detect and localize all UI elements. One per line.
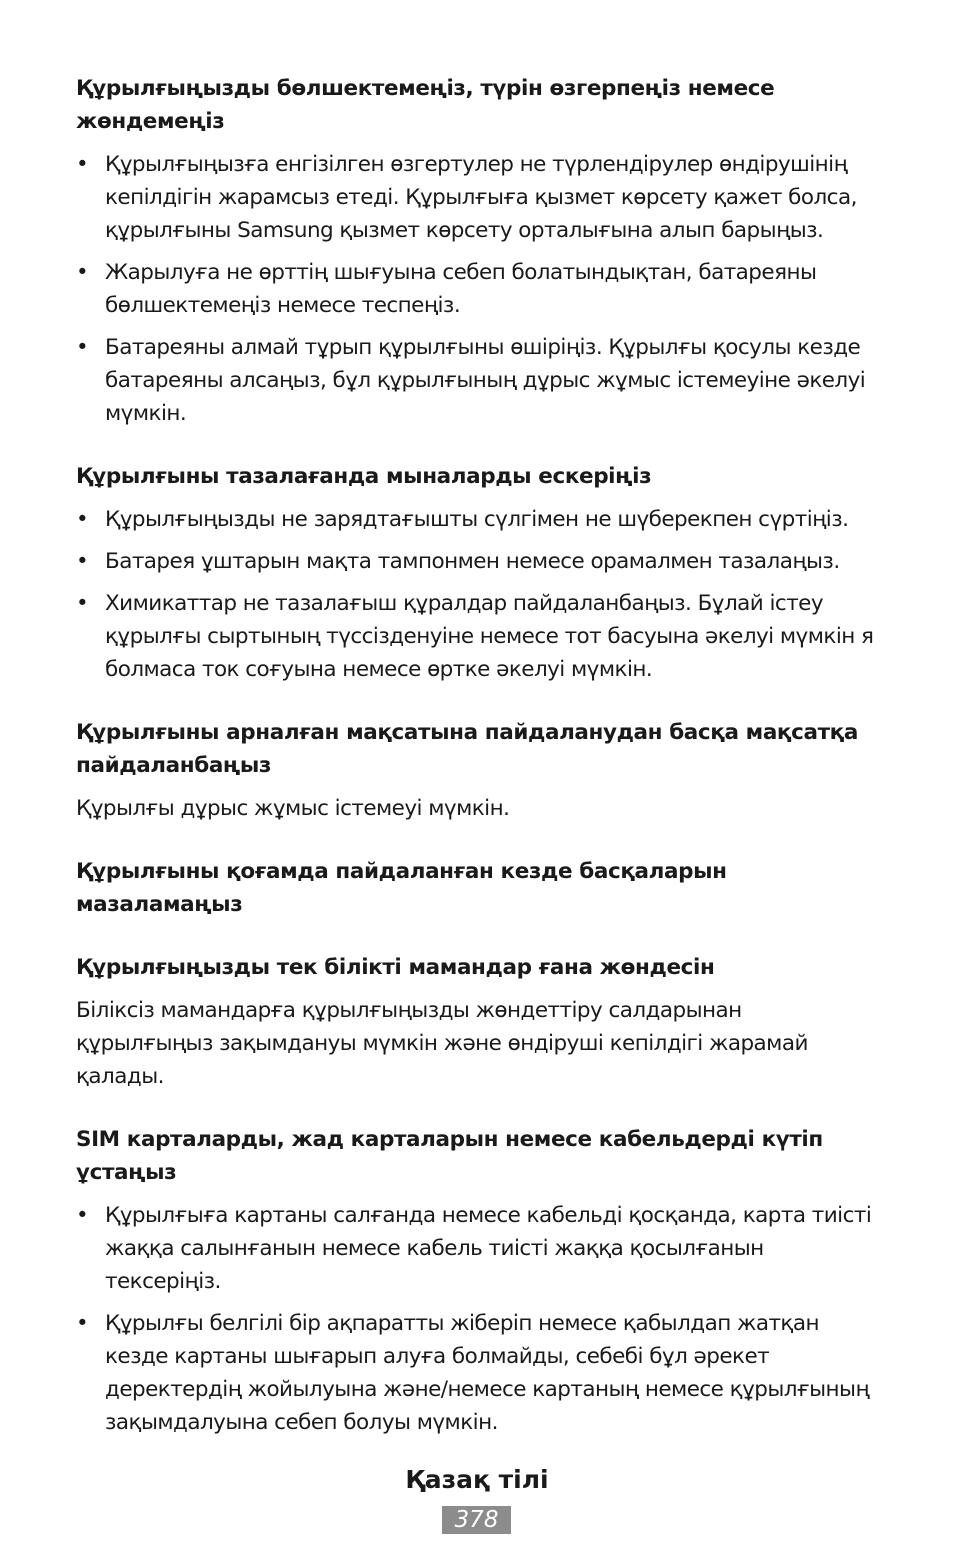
list-item-text: Құрылғы белгілі бір ақпаратты жіберіп немесе қабылдап жатқан кезде картаны шығарып алуға болмайды, себебі бұл әрекет деректердің жойылуына және/немесе картаның немесе құрылғының зақымдалуына себеп болуы мүмкін. [105, 1311, 870, 1435]
section-qualified-repair [76, 951, 882, 1093]
section-heading: Құрылғыны тазалағанда мыналарды ескеріңіз [76, 464, 652, 489]
list-item [76, 1199, 882, 1298]
bullet-list [76, 148, 882, 430]
list-item [76, 503, 882, 536]
bullet-marker: • [76, 260, 89, 285]
list-item [76, 148, 882, 247]
footer-language-label: Қазақ тілі [405, 1465, 549, 1494]
bullet-marker: • [76, 152, 89, 177]
section-heading: Құрылғыңызды тек білікті мамандар ғана жөндесін [76, 955, 715, 980]
bullet-marker: • [76, 591, 89, 616]
section-intended-use [76, 716, 882, 825]
bullet-marker: • [76, 549, 89, 574]
section-paragraph: Құрылғы дұрыс жұмыс істемеуі мүмкін. [76, 796, 510, 821]
list-item-text: Құрылғыңызды не зарядтағышты сүлгімен не шүберекпен сүртіңіз. [105, 507, 849, 532]
bullet-marker: • [76, 335, 89, 360]
page-number: 378 [442, 1506, 511, 1534]
bullet-marker: • [76, 1311, 89, 1336]
section-heading: Құрылғыны қоғамда пайдаланған кезде басқаларын мазаламаңыз [76, 859, 727, 917]
section-sim-cards [76, 1123, 882, 1439]
bullet-marker: • [76, 507, 89, 532]
section-public-use [76, 855, 882, 921]
bullet-list [76, 1199, 882, 1439]
list-item-text: Құрылғыңызға енгізілген өзгертулер не түрлендірулер өндірушінің кепілдігін жарамсыз етеді. Құрылғыға қызмет көрсету қажет болса, құрылғыны Samsung қызмет көрсету орталығына алып барыңыз. [105, 152, 857, 243]
bullet-marker: • [76, 1203, 89, 1228]
section-no-disassembly [76, 72, 882, 430]
list-item [76, 545, 882, 578]
list-item [76, 256, 882, 322]
list-item-text: Жарылуға не өрттің шығуына себеп болатындықтан, батареяны бөлшектемеңіз немесе теспеңіз. [105, 260, 817, 318]
list-item [76, 331, 882, 430]
list-item-text: Батарея ұштарын мақта тампонмен немесе орамалмен тазалаңыз. [105, 549, 840, 574]
section-heading: SIM карталарды, жад карталарын немесе кабельдерді күтіп ұстаңыз [76, 1127, 823, 1185]
section-cleaning [76, 460, 882, 686]
page-content [76, 72, 882, 1469]
section-paragraph: Біліксіз мамандарға құрылғыңызды жөндеттіру салдарынан құрылғыңыз зақымдануы мүмкін және өндіруші кепілдігі жарамай қалады. [76, 998, 808, 1089]
list-item [76, 587, 882, 686]
bullet-list [76, 503, 882, 686]
list-item-text: Құрылғыға картаны салғанда немесе кабельді қосқанда, карта тиісті жаққа салынғанын немесе кабель тиісті жаққа қосылғанын тексеріңіз. [105, 1203, 872, 1294]
list-item-text: Химикаттар не тазалағыш құралдар пайдаланбаңыз. Бұлай істеу құрылғы сыртының түссізденуіне немесе тот басуына әкелуі мүмкін я болмаса ток соғуына немесе өртке әкелуі мүмкін. [105, 591, 874, 682]
section-heading: Құрылғыны арналған мақсатына пайдаланудан басқа мақсатқа пайдаланбаңыз [76, 720, 858, 778]
section-heading: Құрылғыңызды бөлшектемеңіз, түрін өзгерпеңіз немесе жөндемеңіз [76, 76, 775, 134]
list-item [76, 1307, 882, 1439]
list-item-text: Батареяны алмай тұрып құрылғыны өшіріңіз. Құрылғы қосулы кезде батареяны алсаңыз, бұл құрылғының дұрыс жұмыс істемеуіне әкелуі мүмкін. [105, 335, 866, 426]
